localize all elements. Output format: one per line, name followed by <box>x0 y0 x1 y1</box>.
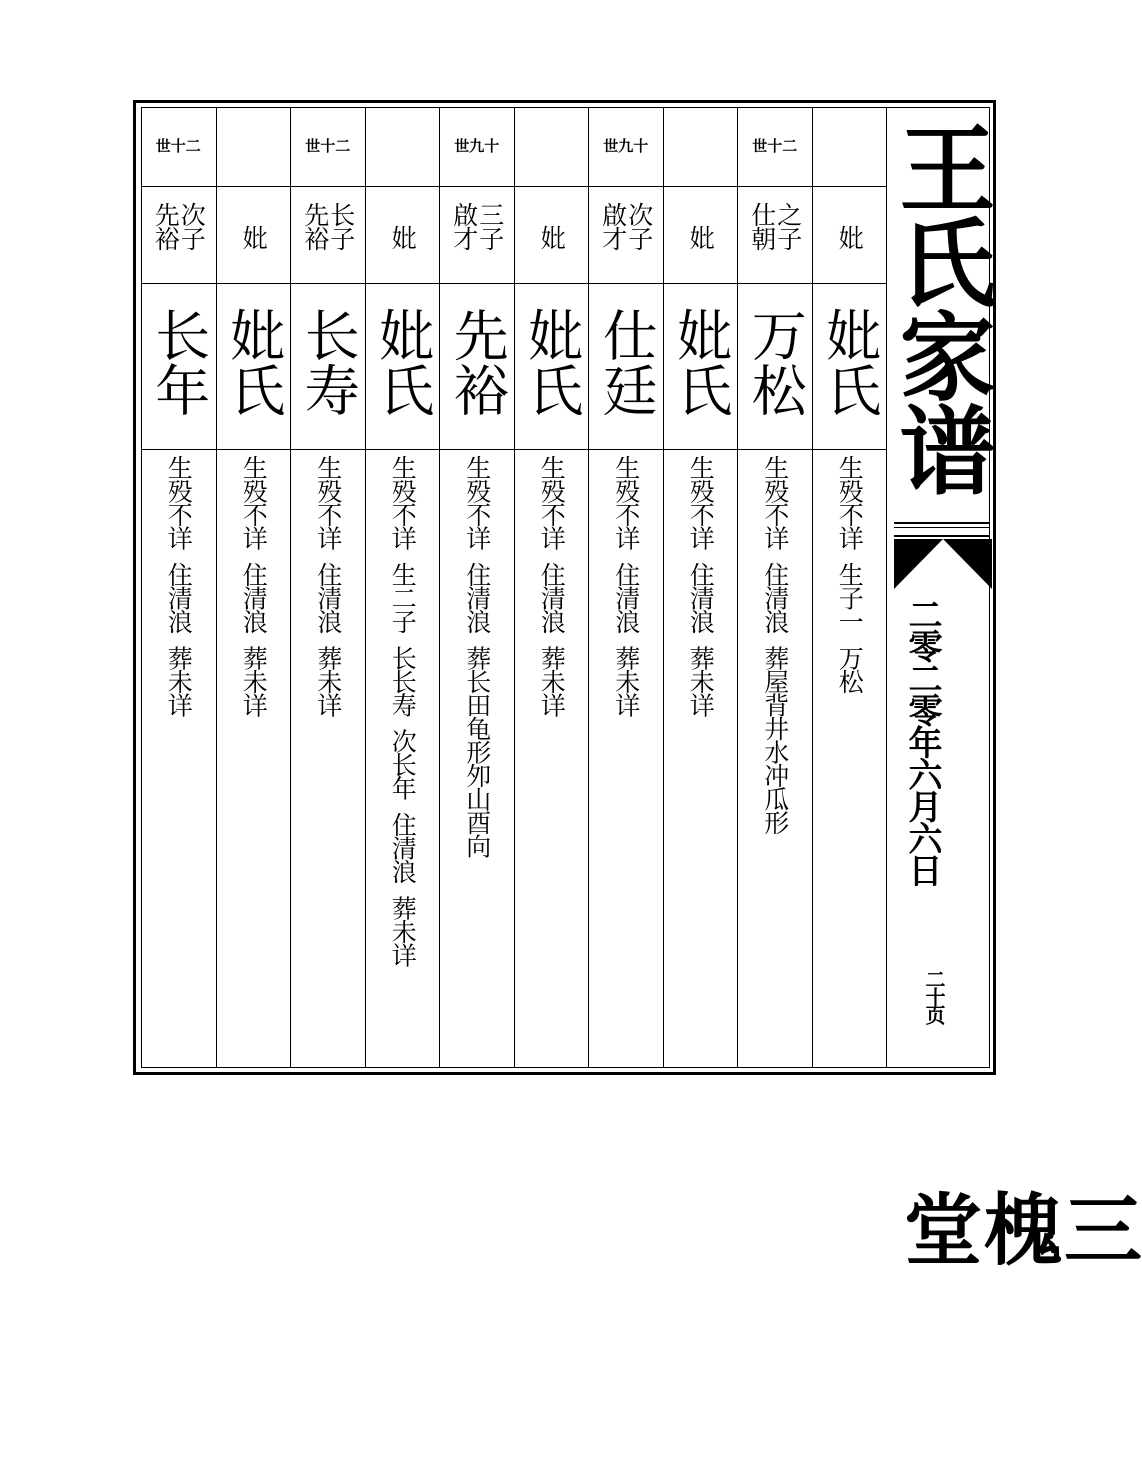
person-name: 妣氏 <box>519 307 584 417</box>
record-column <box>439 107 514 1068</box>
record-column <box>737 107 812 1068</box>
person-detail: 生殁不详 住清浪 葬未详 <box>611 455 641 716</box>
generation-label: 世十二 <box>305 137 351 155</box>
person-detail: 生殁不详 生二子 长长寿 次长年 住清浪 葬未详 <box>388 455 418 966</box>
person-detail: 生殁不详 住清浪 葬长田龟形夘山酉向 <box>462 455 492 857</box>
relation-label: 妣 <box>686 225 716 249</box>
person-detail: 生殁不详 住清浪 葬未详 <box>686 455 716 716</box>
person-name: 仕廷 <box>593 307 658 417</box>
person-name: 万松 <box>742 307 807 417</box>
book-title: 王氏家谱 <box>884 119 997 495</box>
person-name: 先裕 <box>444 307 509 417</box>
person-name: 长寿 <box>295 307 360 417</box>
record-column <box>812 107 887 1068</box>
title-panel <box>884 107 1142 1263</box>
record-column <box>141 107 216 1068</box>
person-name: 妣氏 <box>668 307 733 417</box>
person-name: 妣氏 <box>817 307 882 417</box>
person-detail: 生殁不详 住清浪 葬未详 <box>313 455 343 716</box>
relation-label: 次子先裕 <box>151 202 207 250</box>
record-column <box>663 107 738 1068</box>
chevron-ornament-icon <box>894 539 992 589</box>
record-column <box>216 107 291 1068</box>
person-detail: 生殁不详 住清浪 葬未详 <box>239 455 269 716</box>
person-detail: 生殁不详 住清浪 葬屋背井水冲瓜形 <box>760 455 790 834</box>
genealogy-table <box>141 107 886 1068</box>
title-separator <box>894 522 990 537</box>
relation-label: 妣 <box>239 225 269 249</box>
relation-label: 次子啟才 <box>598 202 654 250</box>
person-detail: 生殁不详 住清浪 葬未详 <box>164 455 194 716</box>
generation-label: 世十二 <box>752 137 798 155</box>
person-name: 长年 <box>146 307 211 417</box>
relation-label: 妣 <box>537 225 567 249</box>
person-name: 妣氏 <box>221 307 286 417</box>
relation-label: 长子先裕 <box>300 202 356 250</box>
person-name: 妣氏 <box>370 307 435 417</box>
relation-label: 三子啟才 <box>449 202 505 250</box>
hall-name: 三槐堂 <box>891 1189 1142 1263</box>
record-column <box>514 107 589 1068</box>
generation-label: 世九十 <box>454 137 500 155</box>
relation-label: 妣 <box>835 225 865 249</box>
print-date: 二零二零年六月六日 <box>902 597 942 885</box>
relation-label: 之子仕朝 <box>747 202 803 250</box>
person-detail: 生殁不详 住清浪 葬未详 <box>537 455 567 716</box>
record-column <box>365 107 440 1068</box>
generation-label: 世九十 <box>603 137 649 155</box>
relation-label: 妣 <box>388 225 418 249</box>
generation-label: 世十二 <box>155 137 201 155</box>
record-column <box>588 107 663 1068</box>
record-column <box>290 107 365 1068</box>
person-detail: 生殁不详 生子一 万松 <box>835 455 865 693</box>
page-number: 二十页 <box>922 969 946 1023</box>
